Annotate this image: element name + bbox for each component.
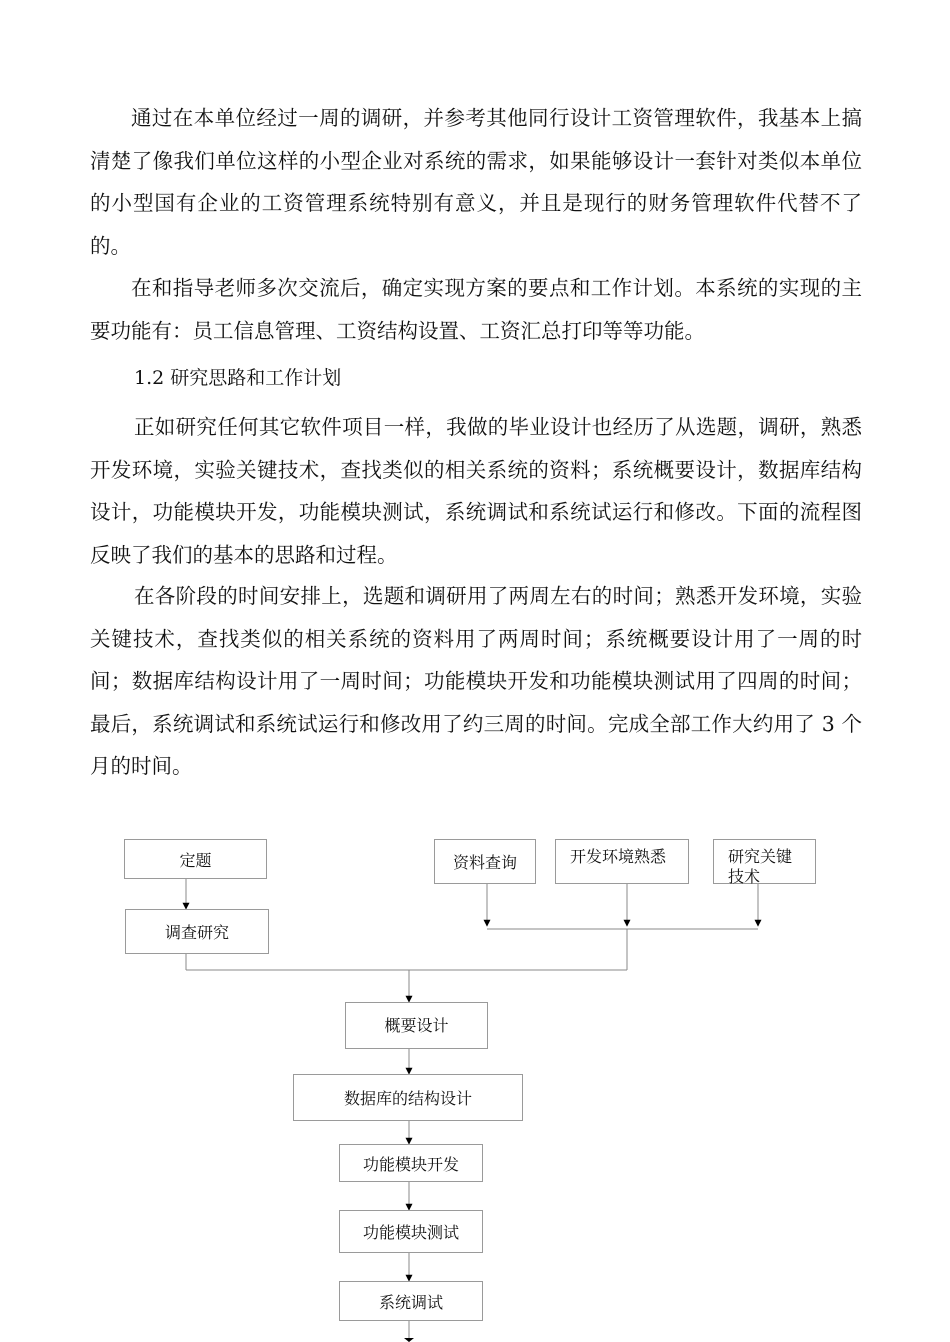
flow-step-system-debug <box>339 1281 483 1321</box>
flow-step-db-design <box>293 1074 523 1121</box>
flow-step-label: 系统调试 <box>378 1292 443 1312</box>
flow-step-dev-env <box>555 839 689 884</box>
flow-step-label: 数据库的结构设计 <box>343 1089 472 1108</box>
flow-step-outline-design <box>345 1002 488 1049</box>
flow-step-label: 概要设计 <box>384 1016 449 1035</box>
section-heading: 1.2 研究思路和工作计划 <box>134 367 342 389</box>
paragraph-schedule: 在各阶段的时间安排上，选题和调研用了两周左右的时间；熟悉开发环境，实验关键技术，查找类似的相关系统的资料用了两周时间；系统概要设计用了一周的时间；数据库结构设计用了一周时间；功能模块开发和功能模块测试用了四周的时间；最后，系统调试和系统试运行和修改用了约三周的时间。完成全部工作大约用了 3 个月的时间。 <box>90 584 862 778</box>
flow-step-label: 功能模块开发 <box>362 1154 459 1174</box>
flow-step-label: 开发环境熟悉 <box>570 847 667 866</box>
paragraph-consultation: 在和指导老师多次交流后，确定实现方案的要点和工作计划。本系统的实现的主要功能有：员工信息管理、工资结构设置、工资汇总打印等等功能。 <box>90 276 862 343</box>
flow-step-label: 功能模块测试 <box>362 1223 459 1242</box>
flow-step-label: 研究关键技术 <box>728 847 793 886</box>
paragraph-research-process: 正如研究任何其它软件项目一样，我做的毕业设计也经历了从选题，调研，熟悉开发环境，实验关键技术，查找类似的相关系统的资料；系统概要设计，数据库结构设计，功能模块开发，功能模块测试，系统调试和系统试运行和修改。下面的流程图反映了我们的基本的思路和过程。 <box>90 415 862 567</box>
flow-step-module-dev <box>339 1144 483 1182</box>
flow-step-module-test <box>339 1210 483 1253</box>
flow-step-survey <box>125 909 269 954</box>
flow-step-label: 资料查询 <box>452 853 517 872</box>
flow-step-label: 调查研究 <box>164 923 229 942</box>
flow-step-label: 定题 <box>179 850 212 870</box>
flow-step-data-query <box>434 839 536 884</box>
flow-step-key-tech <box>713 839 816 884</box>
flow-step-topic <box>124 839 267 879</box>
paragraph-research-intro: 通过在本单位经过一周的调研，并参考其他同行设计工资管理软件，我基本上搞清楚了像我们单位这样的小型企业对系统的需求，如果能够设计一套针对类似本单位的小型国有企业的工资管理系统特别有意义，并且是现行的财务管理软件代替不了的。 <box>90 106 862 258</box>
